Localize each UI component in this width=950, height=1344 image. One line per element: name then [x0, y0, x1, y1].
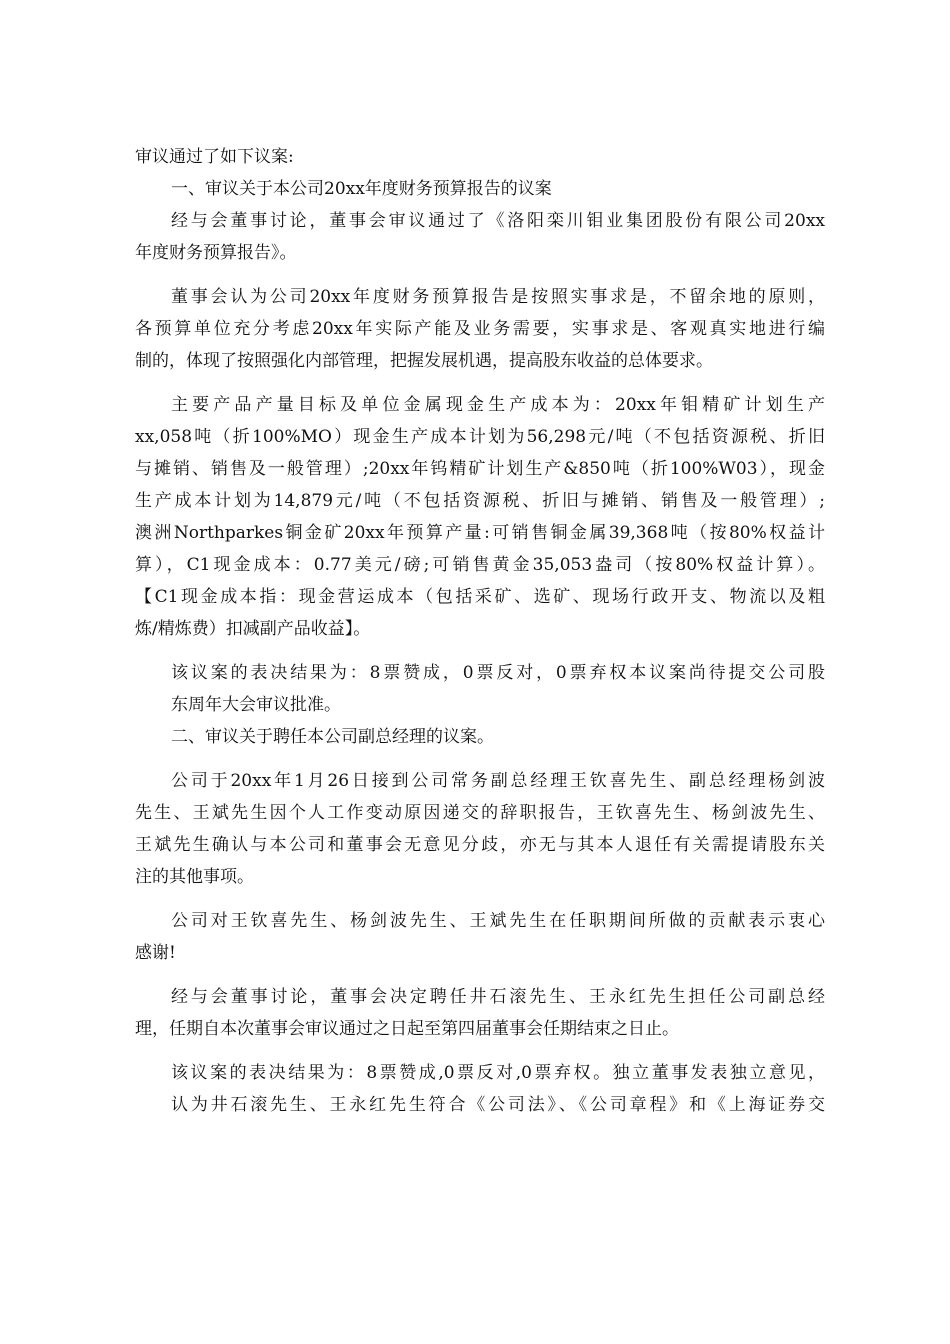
text-line: 【C1现金成本指：现金营运成本（包括采矿、选矿、现场行政开支、物流以及粗: [135, 587, 825, 607]
text-line: 该议案的表决结果为：8票赞成，0票反对，0票弃权本议案尚待提交公司股: [171, 663, 825, 683]
text-line: 主要产品产量目标及单位金属现金生产成本为：20xx年钼精矿计划生产: [171, 395, 825, 415]
text-line: 与摊销、销售及一般管理）;20xx年钨精矿计划生产&850吨（折100%W03），现金: [135, 459, 825, 479]
text-line: 澳洲Northparkes铜金矿20xx年预算产量:可销售铜金属39,368吨（按80%权益计: [135, 523, 825, 543]
text-line: 董事会认为公司20xx年度财务预算报告是按照实事求是，不留余地的原则，: [171, 287, 825, 307]
text-line: 算），C1现金成本：0.77美元/磅;可销售黄金35,053盎司（按80%权益计算）。: [135, 555, 825, 575]
text-line: 注的其他事项。: [135, 867, 254, 887]
text-line: 各预算单位充分考虑20xx年实际产能及业务需要，实事求是、客观真实地进行编: [135, 319, 825, 339]
text-line: 炼/精炼费）扣减副产品收益】。: [135, 619, 371, 639]
text-line: 经与会董事讨论，董事会审议通过了《洛阳栾川钼业集团股份有限公司20xx: [171, 211, 825, 231]
text-line: 该议案的表决结果为：8票赞成,0票反对,0票弃权。独立董事发表独立意见，: [171, 1063, 825, 1083]
text-line: 东周年大会审议批准。: [171, 695, 341, 715]
text-line: 王斌先生确认与本公司和董事会无意见分歧，亦无与其本人退任有关需提请股东关: [135, 835, 825, 855]
text-line: 先生、王斌先生因个人工作变动原因递交的辞职报告，王钦喜先生、杨剑波先生、: [135, 803, 825, 823]
text-line: 审议通过了如下议案:: [135, 147, 294, 167]
text-line: 一、审议关于本公司20xx年度财务预算报告的议案: [171, 179, 552, 199]
document-body: [135, 141, 825, 1121]
text-line: xx,058吨（折100%MO）现金生产成本计划为56,298元/吨（不包括资源税、折旧: [135, 427, 825, 447]
text-line: 年度财务预算报告》。: [135, 243, 297, 263]
text-line: 二、审议关于聘任本公司副总经理的议案。: [171, 727, 494, 747]
text-line: 公司于20xx年1月26日接到公司常务副总经理王钦喜先生、副总经理杨剑波: [171, 771, 825, 791]
text-line: 公司对王钦喜先生、杨剑波先生、王斌先生在任职期间所做的贡献表示衷心: [171, 911, 825, 931]
text-line: 感谢!: [135, 943, 176, 963]
text-line: 生产成本计划为14,879元/吨（不包括资源税、折旧与摊销、销售及一般管理）;: [135, 491, 825, 511]
text-line: 认为井石滚先生、王永红先生符合《公司法》、《公司章程》和《上海证券交: [171, 1095, 825, 1115]
text-line: 理，任期自本次董事会审议通过之日起至第四届董事会任期结束之日止。: [135, 1019, 679, 1039]
text-line: 制的，体现了按照强化内部管理，把握发展机遇，提高股东收益的总体要求。: [135, 351, 713, 371]
text-line: 经与会董事讨论，董事会决定聘任井石滚先生、王永红先生担任公司副总经: [171, 987, 825, 1007]
